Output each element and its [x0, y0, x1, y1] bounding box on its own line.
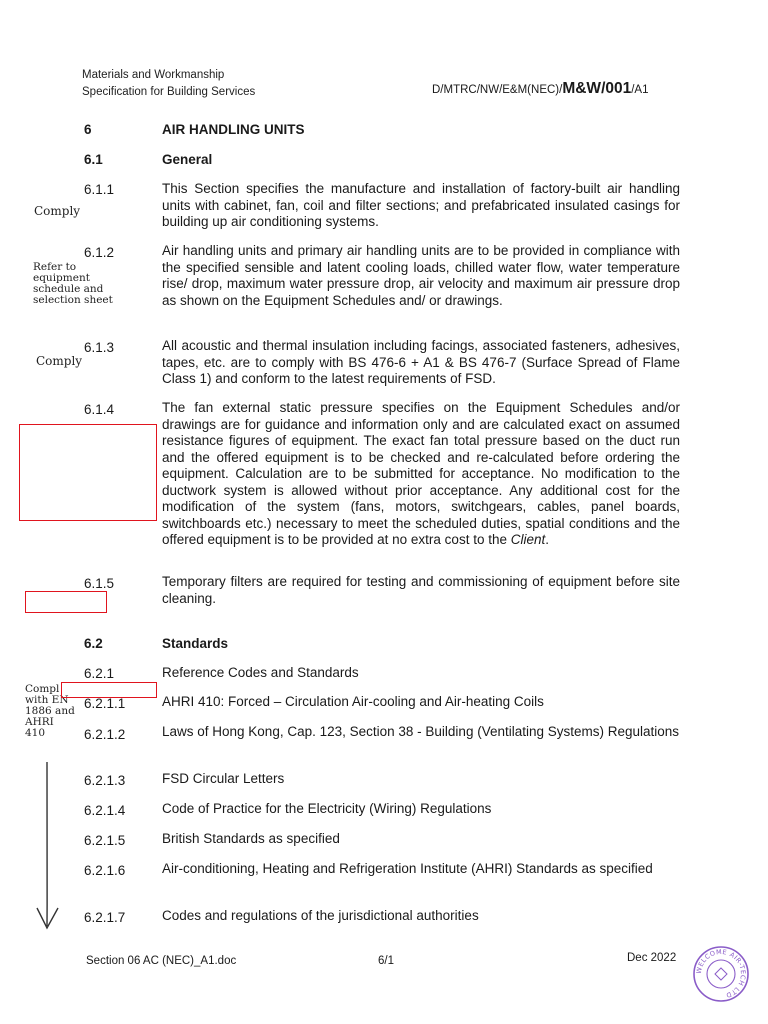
standards-title: Standards	[162, 636, 229, 651]
svg-text:WELCOME AIR-TECH LTD	[695, 948, 747, 1000]
clause-text: Laws of Hong Kong, Cap. 123, Section 38 - Building (Ventilating Systems) Regulations	[162, 724, 680, 739]
annotation-comply: Comply	[34, 204, 81, 218]
clause-text	[162, 400, 680, 549]
clause-number: 6.1.4	[84, 402, 115, 417]
clause-text-end: .	[545, 532, 550, 547]
section-title: AIR HANDLING UNITS	[162, 122, 305, 137]
clause-text: Temporary filters are required for testing and commissioning of equipment before site cleaning.	[162, 574, 680, 606]
clause-number: 6.1.1	[84, 182, 115, 197]
clause-number: 6.1.3	[84, 340, 115, 355]
clause-number: 6.2.1.1	[84, 696, 126, 711]
document-reference	[432, 80, 649, 98]
clause-number: 6.2.1.7	[84, 910, 126, 925]
clause-text: Reference Codes and Standards	[162, 665, 359, 680]
clause-text: FSD Circular Letters	[162, 771, 285, 786]
clause-text: AHRI 410: Forced – Circulation Air-cooling and Air-heating Coils	[162, 694, 544, 709]
footer-page: 6/1	[378, 955, 394, 967]
clause-number: 6.2.1.6	[84, 863, 126, 878]
doc-ref-prefix: D/MTRC/NW/E&M(NEC)/	[432, 84, 563, 96]
clause-text: Code of Practice for the Electricity (Wiring) Regulations	[162, 801, 492, 816]
markup-box	[19, 424, 157, 521]
annotation-comply-en: Compl with EN 1886 and AHRI 410	[25, 683, 75, 739]
header-title-line2: Specification for Building Services	[82, 86, 256, 98]
annotation-refer: Refer to equipment schedule and selection sheet	[33, 261, 113, 306]
clause-text: This Section specifies the manufacture and installation of factory-built air handling units with cabinet, fan, coil and filter sections; and prefabricated insulated casings for building up air conditioning systems.	[162, 181, 680, 229]
clause-number: 6.2.1	[84, 666, 115, 681]
clause-text: Air-conditioning, Heating and Refrigeration Institute (AHRI) Standards as specified	[162, 861, 653, 876]
clause-number: 6.2.1.3	[84, 773, 126, 788]
standards-number: 6.2	[84, 636, 103, 651]
clause-number: 6.2.1.5	[84, 833, 126, 848]
general-number: 6.1	[84, 152, 103, 167]
clause-text: All acoustic and thermal insulation including facings, associated fasteners, adhesives, tapes, etc. are to comply with BS 476-6 + A1 & BS 476-7 (Surface Spread of Flame Class 1) and conform to the latest requirements of FSD.	[162, 338, 680, 386]
down-arrow-icon	[30, 758, 66, 934]
company-stamp-icon	[691, 944, 751, 1004]
clause-text: Air handling units and primary air handling units are to be provided in compliance with the specified sensible and latent cooling loads, chilled water flow, water temperature rise/ drop, maximum water pressure drop, air velocity and maximum air pressure drop as shown on the Equipment Schedules and/ or drawings.	[162, 243, 680, 308]
footer-file: Section 06 AC (NEC)_A1.doc	[86, 955, 237, 967]
doc-ref-suffix: /A1	[631, 84, 649, 96]
clause-number: 6.1.5	[84, 576, 115, 591]
general-title: General	[162, 152, 213, 167]
markup-box	[25, 591, 107, 613]
markup-box	[61, 682, 157, 698]
client-word: Client	[510, 532, 546, 547]
annotation-comply: Comply	[36, 354, 83, 368]
clause-text-main: The fan external static pressure specifies on the Equipment Schedules and/or drawings are for guidance and information only and are calculated exact on assumed resistance figures of equipment. The exact fan total pressure based on the duct run and the offered equipment is to be checked and re-calculated before ordering the equipment. Calculation are to be submitted for acceptance. No modification to the ductwork system is allowed without prior acceptance. Any additional cost for the modification of the system (fans, motors, switchgears, cables, panel boards, switchboards etc.) necessary to meet the scheduled duties, spatial conditions and the offered equipment is to be provided at no extra cost to the	[162, 400, 680, 547]
clause-text: British Standards as specified	[162, 831, 340, 846]
header-title-line1: Materials and Workmanship	[82, 69, 225, 81]
doc-ref-bold: M&W/001	[562, 80, 632, 97]
section-number: 6	[84, 122, 92, 137]
stamp-text: WELCOME AIR-TECH LTD	[694, 947, 748, 1000]
header-title	[82, 67, 255, 101]
clause-text: Codes and regulations of the jurisdictional authorities	[162, 908, 479, 923]
footer-date: Dec 2022	[627, 952, 677, 964]
clause-number: 6.1.2	[84, 245, 115, 260]
clause-number: 6.2.1.2	[84, 727, 126, 742]
clause-number: 6.2.1.4	[84, 803, 126, 818]
